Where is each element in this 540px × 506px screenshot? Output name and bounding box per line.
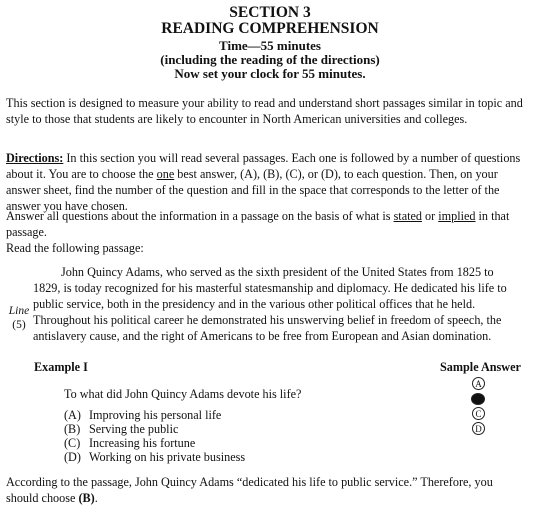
directions-one: one — [156, 167, 175, 181]
conclusion-paragraph — [6, 474, 526, 506]
conclusion-text-1: According to the passage, John Quincy Adams “dedicated his life to public service.” Therefore, you should choose — [6, 475, 493, 505]
option-a-letter: (A) — [64, 408, 81, 422]
sample-answer-label: Sample Answer — [440, 360, 521, 374]
answer-all-implied: implied — [438, 209, 476, 223]
answer-all-text-2: in that passage. — [6, 209, 510, 239]
conclusion-choice: (B) — [78, 491, 95, 505]
option-c-letter: (C) — [64, 436, 81, 450]
conclusion-text-2: . — [94, 491, 98, 505]
answer-all-stated: stated — [393, 209, 422, 223]
option-d-letter: (D) — [64, 450, 81, 464]
section-title: READING COMPREHENSION — [161, 20, 379, 37]
answer-all-paragraph — [6, 208, 526, 240]
option-c — [64, 436, 195, 451]
directions-text-1: In this section you will read several passages. Each one is followed by a number of questions about it. You are to choose the — [6, 151, 521, 181]
answer-all-or: or — [422, 209, 439, 223]
section-heading: SECTION 3 — [229, 4, 311, 21]
read-following-instruction: Read the following passage: — [6, 241, 144, 255]
answer-all-text-1: Answer all questions about the information in a passage on the basis of what is — [6, 209, 394, 223]
directions-text-2: best answer, (A), (B), (C), or (D), to each question. Then, on your answer sheet, find the number of the question and fill in the space that corresponds to the letter of the answer you have chosen. — [6, 167, 500, 213]
answer-bubble-c: C — [472, 407, 485, 420]
answer-bubble-b-filled — [471, 393, 485, 405]
time-note: (including the reading of the directions) — [160, 52, 380, 67]
time-limit: Time—55 minutes — [219, 38, 321, 53]
option-b-text: Serving the public — [89, 422, 179, 436]
option-b — [64, 422, 178, 437]
line-number: (5) — [12, 319, 26, 331]
option-a-text: Improving his personal life — [89, 408, 222, 422]
directions-paragraph — [6, 150, 526, 214]
answer-bubble-a: A — [472, 377, 485, 390]
directions-label: Directions: — [6, 151, 64, 165]
option-d — [64, 450, 245, 465]
option-b-letter: (B) — [64, 422, 81, 436]
option-d-text: Working on his private business — [89, 450, 246, 464]
option-c-text: Increasing his fortune — [89, 436, 196, 450]
clock-instruction: Now set your clock for 55 minutes. — [174, 66, 366, 81]
example-question: To what did John Quincy Adams devote his life? — [64, 387, 302, 401]
line-label: Line — [8, 305, 30, 317]
intro-paragraph: This section is designed to measure your ability to read and understand short passages similar in topic and style to those that students are likely to encounter in North American universities and colleges. — [6, 96, 523, 126]
option-a — [64, 408, 221, 423]
reading-passage: John Quincy Adams, who served as the sixth president of the United States from 1825 to 1829, is today recognized for his masterful statesmanship and diplomacy. He dedicated his life to public service, both in the presidency and in the various other political offices that he held. Throughout his political career he demonstrated his unswerving belief in freedom of speech, the antislavery cause, and the right of Americans to be free from European and Asian domination. — [33, 265, 507, 343]
example-title: Example I — [34, 360, 88, 374]
answer-bubble-d: D — [472, 422, 485, 435]
